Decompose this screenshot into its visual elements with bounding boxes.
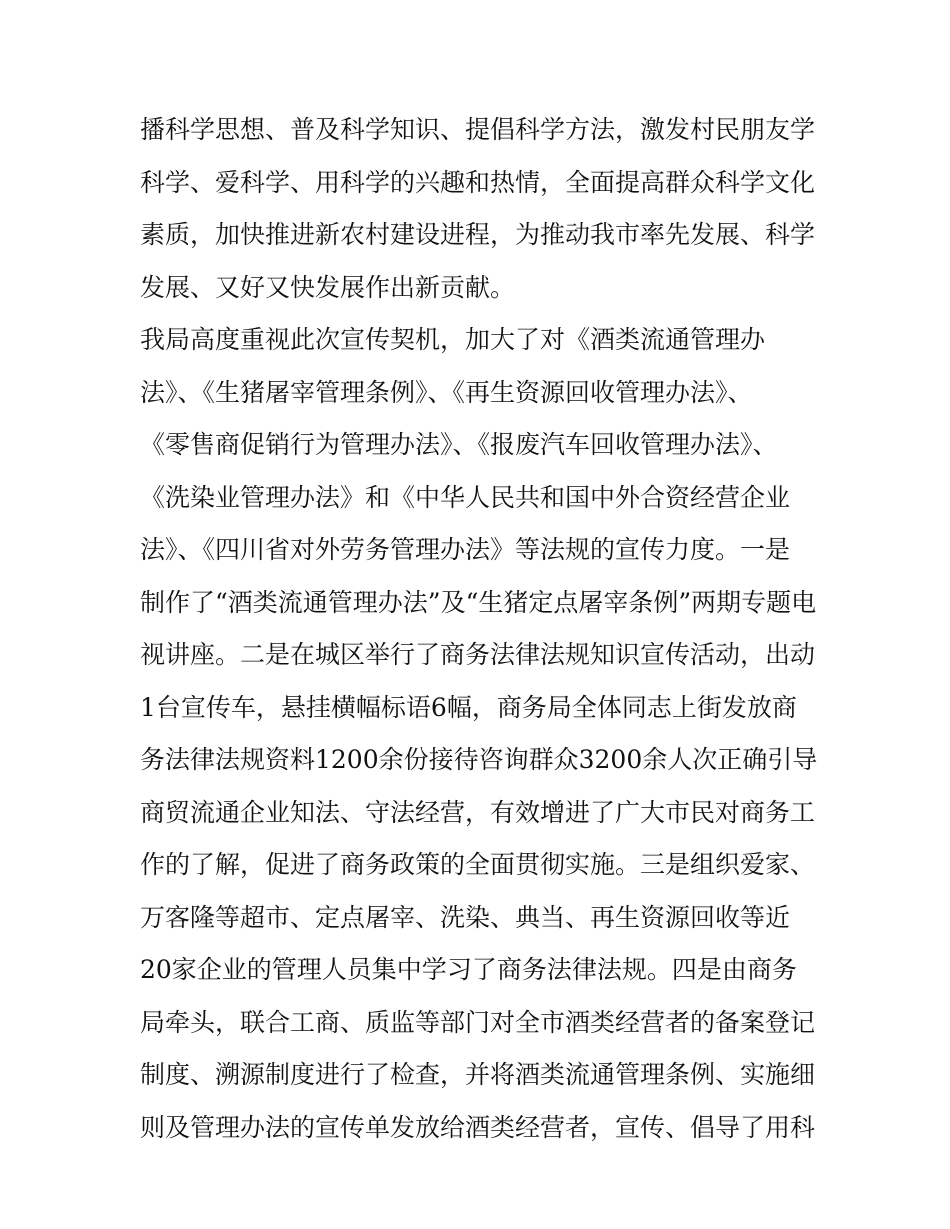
text-line: 万客隆等超市、定点屠宰、洗染、典当、再生资源回收等近 [140, 902, 791, 932]
body-text [140, 108, 840, 1158]
text-line: 发展、又好又快发展作出新贡献。 [140, 272, 516, 302]
text-line: 则及管理办法的宣传单发放给酒类经营者，宣传、倡导了用科 [140, 1112, 816, 1142]
text-line: 制度、溯源制度进行了检查，并将酒类流通管理条例、实施细 [140, 1060, 816, 1089]
text-line: 商贸流通企业知法、守法经营，有效增进了广大市民对商务工 [140, 797, 816, 827]
text-line: 视讲座。二是在城区举行了商务法律法规知识宣传活动，出动 [140, 640, 816, 669]
text-line: 务法律法规资料1200余份接待咨询群众3200余人次正确引导 [140, 745, 818, 774]
text-line: 局牵头，联合工商、质监等部门对全市酒类经营者的备案登记 [140, 1007, 816, 1037]
text-line: 我局高度重视此次宣传契机，加大了对《酒类流通管理办 [140, 325, 766, 354]
text-line: 20家企业的管理人员集中学习了商务法律法规。四是由商务 [140, 955, 797, 984]
text-line: 法》、《四川省对外劳务管理办法》等法规的宣传力度。一是 [140, 535, 791, 564]
text-line: 作的了解，促进了商务政策的全面贯彻实施。三是组织爱家、 [140, 850, 816, 879]
text-line: 科学、爱科学、用科学的兴趣和热情，全面提高群众科学文化 [140, 167, 816, 197]
text-line: 制作了“酒类流通管理办法”及“生猪定点屠宰条例”两期专题电 [140, 587, 817, 617]
text-line: 《洗染业管理办法》和《中华人民共和国中外合资经营企业 [140, 482, 791, 512]
text-line: 法》、《生猪屠宰管理条例》、《再生资源回收管理办法》、 [140, 377, 753, 407]
text-line: 素质，加快推进新农村建设进程，为推动我市率先发展、科学 [140, 220, 816, 249]
text-line: 1台宣传车，悬挂横幅标语6幅，商务局全体同志上街发放商 [140, 692, 797, 722]
text-line: 《零售商促销行为管理办法》、《报废汽车回收管理办法》、 [140, 430, 778, 459]
text-line: 播科学思想、普及科学知识、提倡科学方法，激发村民朋友学 [140, 115, 816, 144]
